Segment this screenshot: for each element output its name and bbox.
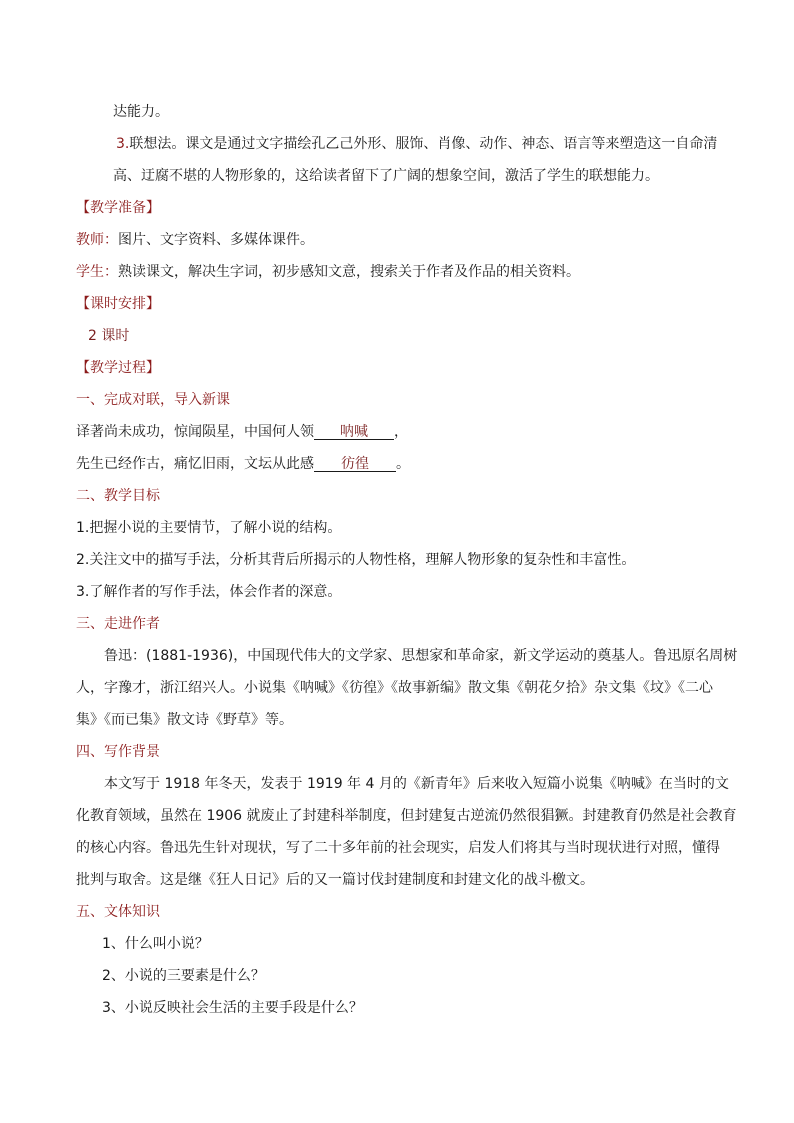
couplet1-answer: 呐喊	[314, 422, 394, 440]
section1-heading: 一、完成对联，导入新课	[76, 392, 230, 408]
couplet2-post: 。	[396, 456, 410, 472]
schedule-value: 2 课时	[88, 328, 130, 344]
couplet-line-2	[76, 454, 410, 474]
genre-question: 1、什么叫小说？	[102, 936, 209, 952]
section3-heading: 三、走进作者	[76, 616, 160, 632]
background-line: 本文写于 1918 年冬天，发表于 1919 年 4 月的《新青年》后来收入短篇小说集《呐喊》在当时的文	[104, 776, 729, 792]
objective-item: 2.关注文中的描写手法，分析其背后所揭示的人物性格，理解人物形象的复杂性和丰富性。	[76, 552, 636, 568]
student-line	[76, 262, 580, 282]
background-line: 批判与取舍。这是继《狂人日记》后的又一篇讨伐封建制度和封建文化的战斗檄文。	[76, 872, 594, 888]
schedule-heading: 【课时安排】	[76, 296, 160, 312]
background-line: 化教育领域，虽然在 1906 就废止了封建科举制度，但封建复古逆流仍然很猖獗。封建教育仍然是社会教育	[76, 808, 737, 824]
author-line: 集》《而已集》散文诗《野草》等。	[76, 712, 293, 728]
teacher-label: 教师：	[76, 232, 118, 248]
author-line: 人，字豫才，浙江绍兴人。小说集《呐喊》《彷徨》《故事新编》散文集《朝花夕拾》杂文集《坟》《二心	[76, 680, 713, 696]
background-line: 的核心内容。鲁迅先生针对现状，写了二十多年前的社会现实，启发人们将其与当时现状进行对照，懂得	[76, 840, 720, 856]
couplet-line-1	[76, 422, 408, 442]
couplet2-pre: 先生已经作古，痛忆旧雨，文坛从此感	[76, 456, 314, 472]
teacher-text: 图片、文字资料、多媒体课件。	[118, 232, 314, 248]
student-label: 学生：	[76, 264, 118, 280]
section4-heading: 四、写作背景	[76, 744, 160, 760]
teacher-line	[76, 230, 314, 250]
couplet2-answer: 彷徨	[314, 454, 396, 472]
section2-heading: 二、教学目标	[76, 488, 160, 504]
method-line-2: 高、迂腐不堪的人物形象的，这给读者留下了广阔的想象空间，激活了学生的联想能力。	[113, 168, 659, 184]
couplet1-pre: 译著尚未成功，惊闻陨星，中国何人领	[76, 424, 314, 440]
prep-heading: 【教学准备】	[76, 200, 160, 216]
author-line: 鲁迅：(1881-1936)，中国现代伟大的文学家、思想家和革命家，新文学运动的奠基人。鲁迅原名周树	[104, 648, 738, 664]
text-line: 达能力。	[113, 104, 169, 120]
genre-question: 2、小说的三要素是什么？	[102, 968, 265, 984]
couplet1-post: ，	[394, 424, 408, 440]
objective-item: 1.把握小说的主要情节，了解小说的结构。	[76, 520, 342, 536]
objective-item: 3.了解作者的写作手法，体会作者的深意。	[76, 584, 342, 600]
method-line-1	[116, 134, 717, 154]
method-text: 课文是通过文字描绘孔乙己外形、服饰、肖像、动作、神态、语言等来塑造这一自命清	[185, 136, 718, 152]
method-title: 联想法。	[129, 136, 186, 152]
genre-question: 3、小说反映社会生活的主要手段是什么？	[102, 1000, 363, 1016]
process-heading: 【教学过程】	[76, 360, 160, 376]
section5-heading: 五、文体知识	[76, 904, 160, 920]
method-number: 3.	[116, 136, 130, 152]
student-text: 熟读课文，解决生字词，初步感知文意，搜索关于作者及作品的相关资料。	[118, 264, 580, 280]
